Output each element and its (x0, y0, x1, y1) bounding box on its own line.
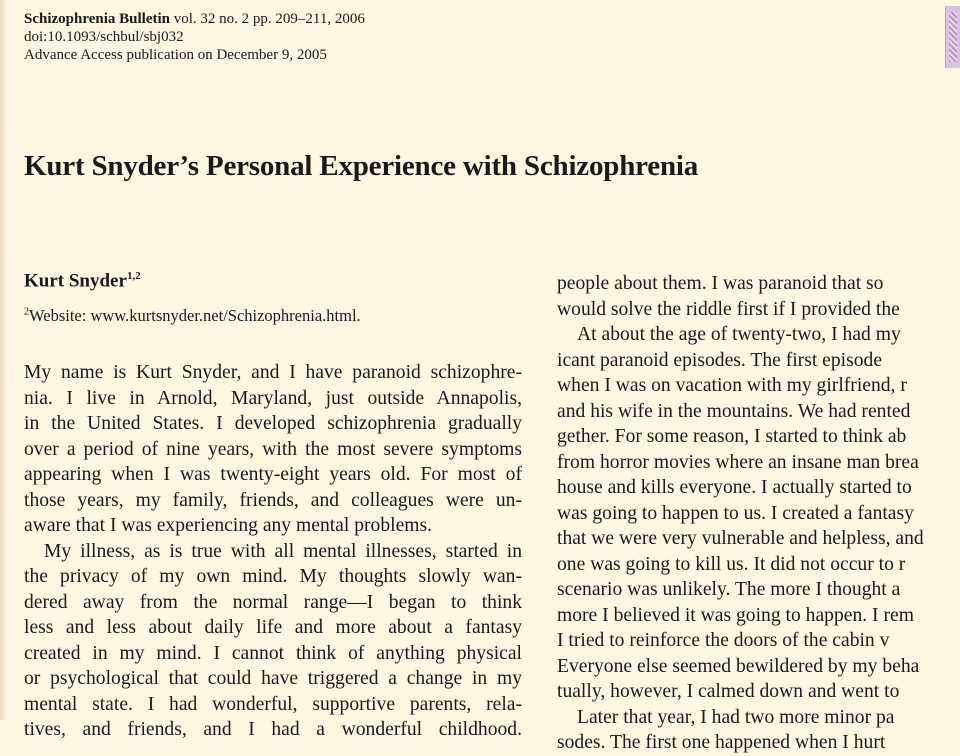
website-text: Website: www.kurtsnyder.net/Schizophrenia.html. (29, 306, 361, 325)
body-line: My illness, as is true with all mental illnesses, started in (44, 540, 522, 562)
body-line: the privacy of my own mind. My thoughts slowly wan- (24, 566, 522, 587)
author-website-note (24, 306, 361, 326)
body-line: Later that year, I had two more minor pa (577, 706, 895, 728)
article-title: Kurt Snyder’s Personal Experience with Schizophrenia (24, 150, 699, 182)
body-line: more I believed it was going to happen. I rem (557, 604, 914, 626)
body-column-left (24, 360, 522, 743)
body-line: those years, my family, friends, and colleagues were un- (24, 489, 522, 511)
journal-citation (24, 10, 365, 28)
body-line: that we were very vulnerable and helpless, and (557, 528, 924, 549)
body-line: over a period of nine years, with the most severe symptoms (24, 438, 522, 460)
body-line: in the United States. I developed schizophrenia gradually (24, 413, 522, 434)
journal-volume: vol. 32 no. 2 pp. 209–211, 2006 (170, 11, 365, 27)
body-line: people about them. I was paranoid that so (557, 273, 884, 294)
journal-header (24, 10, 365, 64)
body-line: from horror movies where an insane man brea (557, 451, 919, 473)
footnote-mark: 2 (24, 306, 29, 318)
body-column-right (557, 271, 960, 756)
body-line: tually, however, I calmed down and went to (557, 681, 900, 702)
body-line: was going to happen to us. I created a fantasy (557, 502, 914, 524)
page-edge-shadow (0, 0, 8, 720)
body-line: dered away from the normal range—I began to think (24, 591, 522, 613)
body-line: icant paranoid episodes. The first episode (557, 349, 883, 371)
body-line: when I was on vacation with my girlfriend, r (557, 375, 907, 396)
corner-bookmark-tab (945, 6, 960, 68)
body-line: appearing when I was twenty-eight years old. For most of (24, 464, 522, 485)
body-line: nia. I live in Arnold, Maryland, just outside Annapolis, (24, 387, 522, 409)
journal-name: Schizophrenia Bulletin (24, 11, 171, 27)
author-line (24, 270, 141, 292)
body-line: Everyone else seemed bewildered by my beha (557, 655, 920, 677)
body-line: or psychological that could have triggered a change in my (24, 668, 522, 689)
body-line: My name is Kurt Snyder, and I have paranoid schizophre- (24, 362, 522, 383)
body-line: less and less about daily life and more about a fantasy (24, 617, 522, 638)
body-line: scenario was unlikely. The more I thought a (557, 579, 901, 600)
body-line: sodes. The first one happened when I hurt (557, 732, 886, 753)
body-line: At about the age of twenty-two, I had my (577, 324, 901, 345)
author-name: Kurt Snyder (24, 270, 127, 292)
journal-doi: doi:10.1093/schbul/sbj032 (24, 29, 184, 45)
body-line: aware that I was experiencing any mental problems. (24, 515, 433, 536)
body-line: created in my mind. I cannot think of anything physical (24, 642, 522, 664)
author-affiliation: 1,2 (126, 270, 141, 282)
body-line: gether. For some reason, I started to think ab (557, 426, 907, 447)
body-line: tives, and friends, and I had a wonderful childhood. (24, 719, 522, 740)
journal-access-date: Advance Access publication on December 9, 2005 (24, 47, 327, 63)
body-line: I tried to reinforce the doors of the cabin v (557, 630, 890, 651)
body-line: and his wife in the mountains. We had rented (557, 400, 911, 422)
body-line: house and kills everyone. I actually started to (557, 477, 912, 498)
body-line: one was going to kill us. It did not occur to r (557, 553, 906, 575)
body-line: would solve the riddle first if I provided the (557, 298, 900, 320)
body-line: mental state. I had wonderful, supportive parents, rela- (24, 693, 522, 715)
